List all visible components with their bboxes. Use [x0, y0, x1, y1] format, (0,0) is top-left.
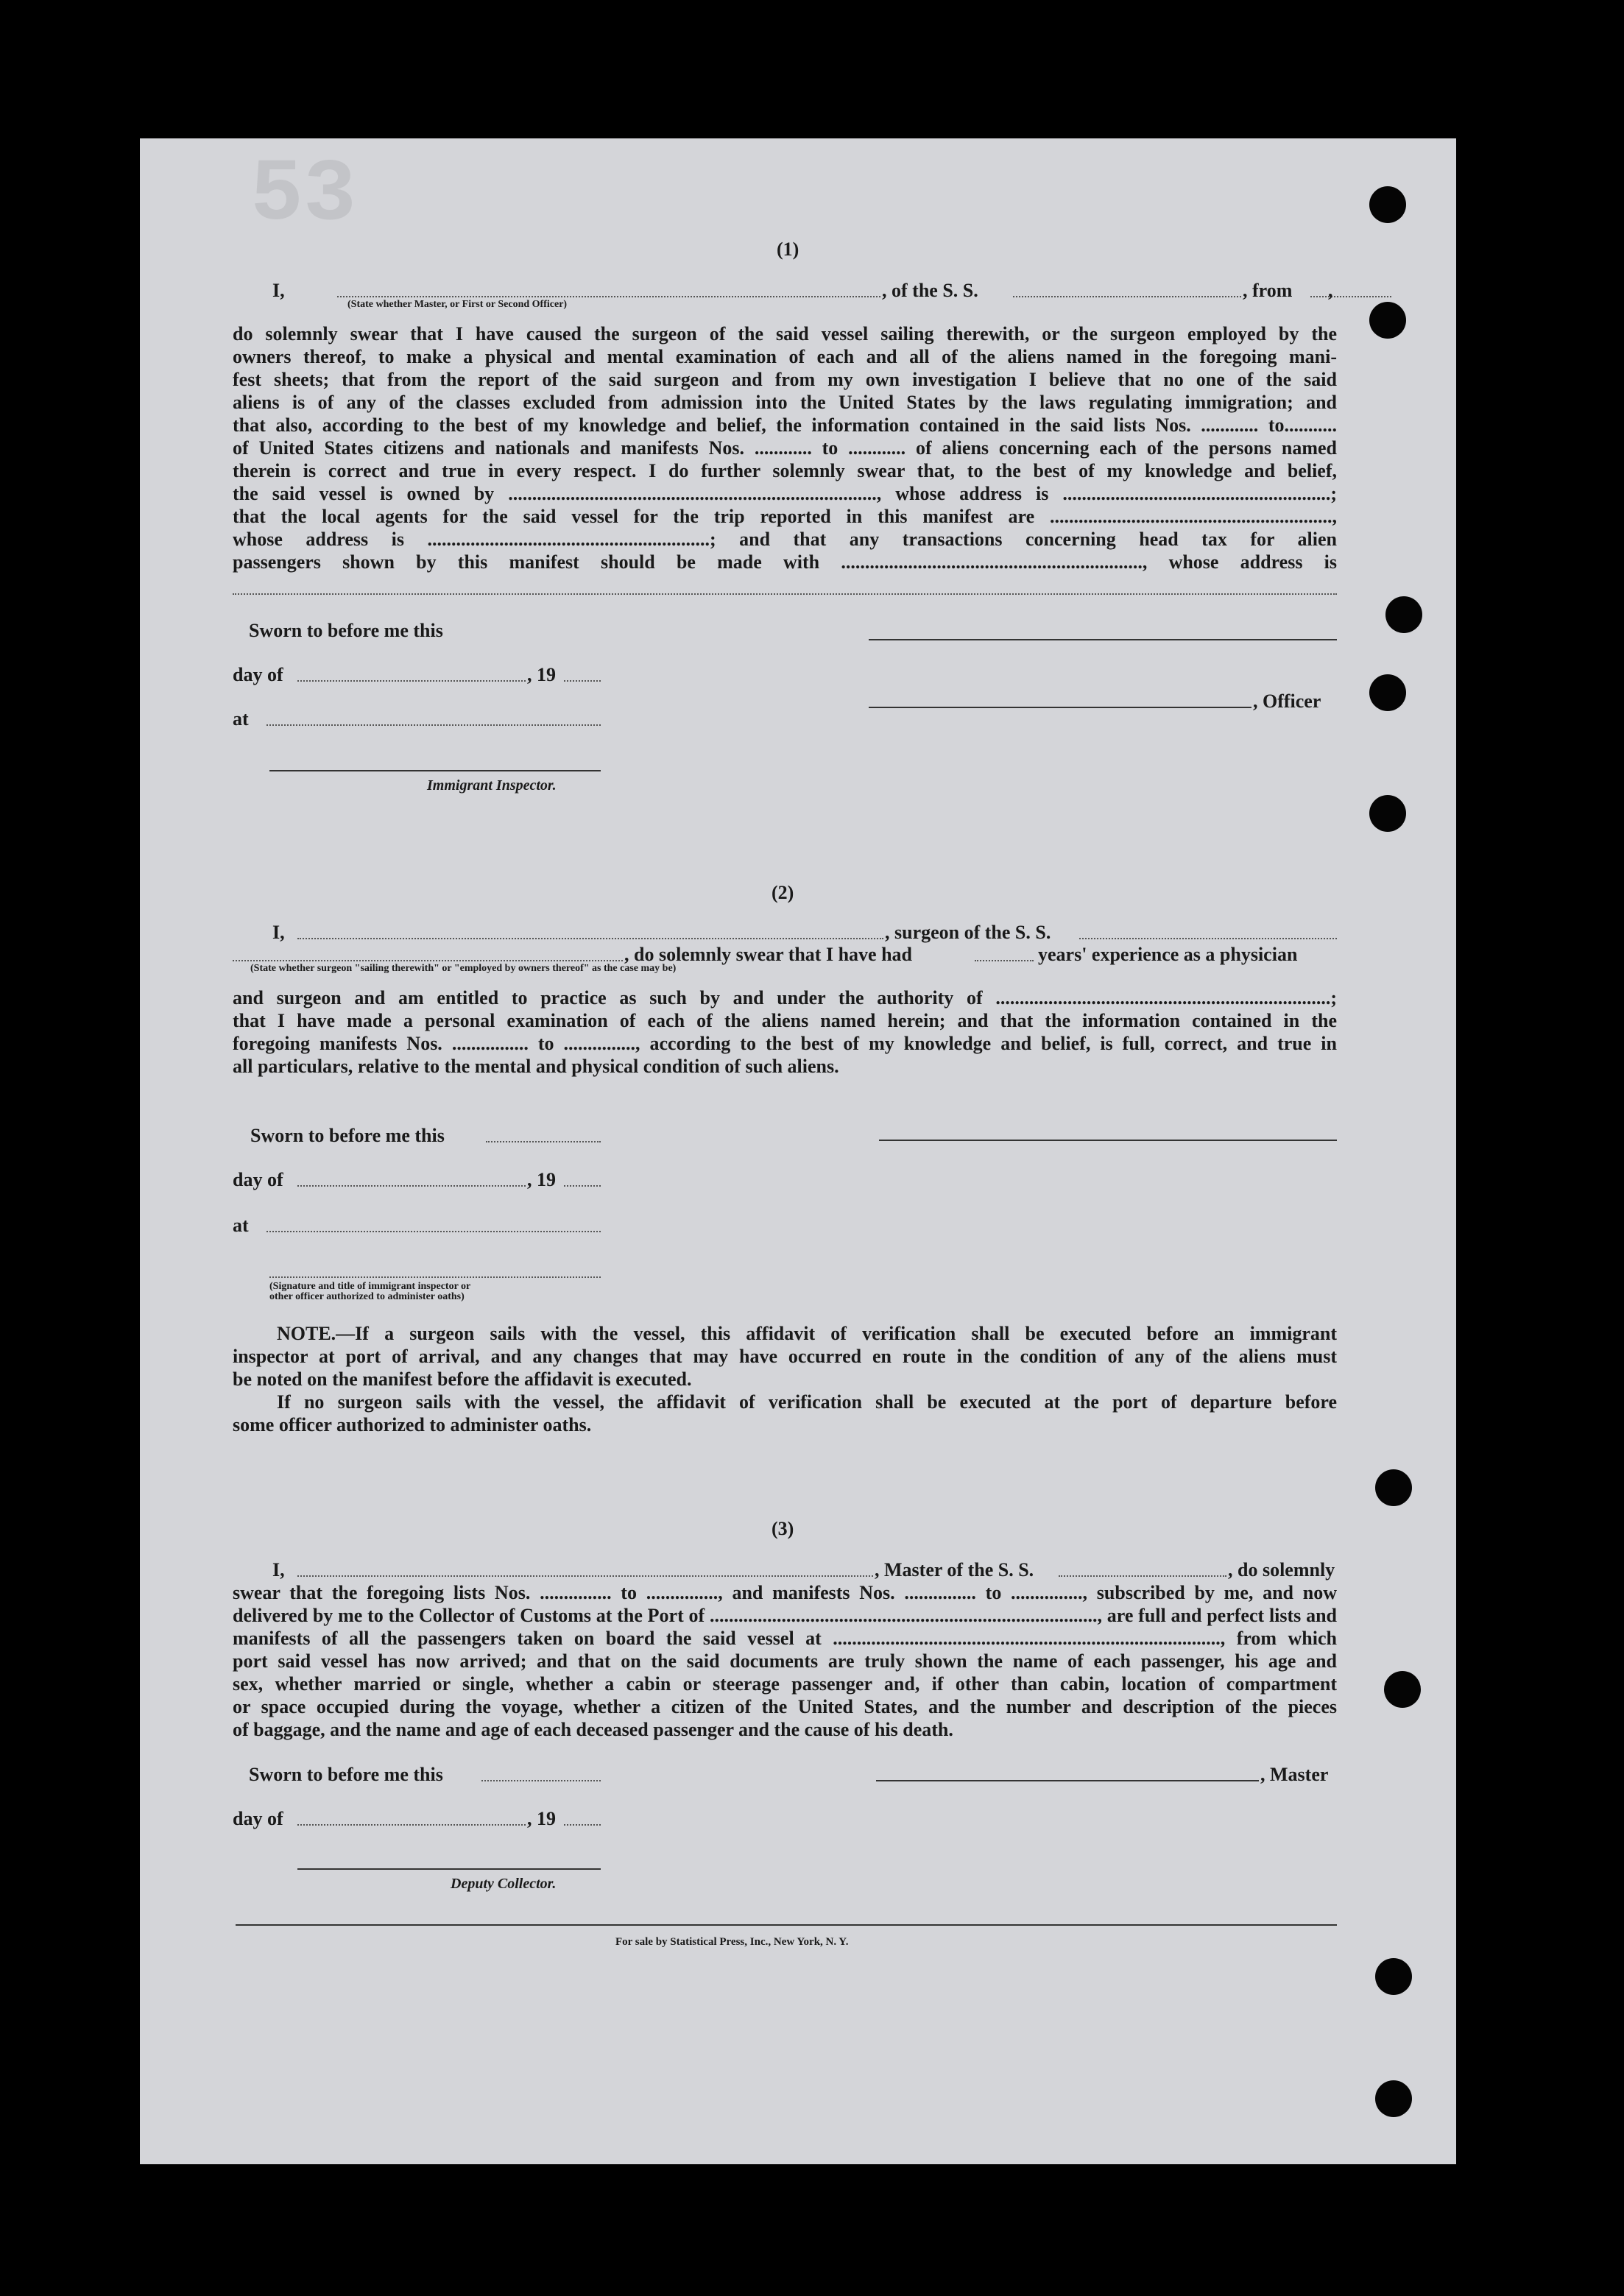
s2-sig-note-2: other officer authorized to administer oaths)	[269, 1291, 465, 1302]
punch-hole	[1369, 302, 1406, 339]
punch-hole	[1369, 186, 1406, 223]
s3-line: or space occupied during the voyage, whether a citizen of the United States, and the number and description of the pieces	[233, 1696, 1337, 1717]
s3-sworn-line	[481, 1780, 601, 1781]
s2-line: foregoing manifests Nos. ................ to ..............., according to the best of my knowledge and belief, is full, correct, and true in	[233, 1033, 1337, 1054]
s1-officer-line	[337, 296, 880, 297]
s2-paragraph	[233, 986, 1337, 1078]
s1-sworn: Sworn to before me this	[249, 620, 443, 641]
s1-officer-note: (State whether Master, or First or Second Officer)	[347, 299, 568, 310]
s2-inspector-sig-line	[269, 1276, 601, 1278]
s3-year-line	[564, 1824, 601, 1826]
s3-master-sig-line	[876, 1780, 1259, 1781]
s1-officer-label: , Officer	[1253, 690, 1321, 712]
s3-line: delivered by me to the Collector of Customs at the Port of ................................................................................., are full and perfect lists and	[233, 1605, 1337, 1626]
s1-at-line	[266, 724, 601, 726]
s1-from-line	[1310, 296, 1391, 297]
note-line: If no surgeon sails with the vessel, the affidavit of verification shall be executed at the port of departure before	[277, 1391, 1337, 1413]
s1-line: that also, according to the best of my knowledge and belief, the information contained in the said lists Nos. ............ to...........	[233, 414, 1337, 436]
s3-master-of: , Master of the S. S.	[875, 1559, 1034, 1580]
s2-swear: , do solemnly swear that I have had	[624, 944, 913, 965]
punch-hole	[1385, 596, 1422, 633]
s1-vessel-line	[1013, 296, 1241, 297]
s1-line: therein is correct and true in every respect. I do further solemnly swear that, to the best of my knowledge and belief,	[233, 460, 1337, 481]
s1-inspector-sig-line	[269, 770, 601, 771]
s1-day-of: day of	[233, 664, 283, 685]
s3-sworn: Sworn to before me this	[249, 1764, 443, 1785]
s3-master-line	[297, 1575, 873, 1577]
s2-sworn-line	[486, 1141, 601, 1142]
s1-address-line	[233, 593, 1337, 595]
s2-vessel-line	[1079, 938, 1337, 939]
s2-day-of: day of	[233, 1169, 283, 1190]
footer-rule	[236, 1924, 1337, 1926]
s1-from: , from	[1243, 280, 1293, 301]
s1-top-sig-line	[869, 639, 1337, 640]
s2-i-label: I,	[272, 922, 285, 943]
note-line: inspector at port of arrival, and any changes that may have occurred en route in the condition of any of the aliens must	[233, 1346, 1337, 1367]
stamp-number: 53	[250, 146, 357, 246]
s2-years-line	[975, 960, 1034, 961]
s3-deputy-label: Deputy Collector.	[451, 1876, 557, 1892]
s1-line: that the local agents for the said vessel for the trip reported in this manifest are ...........................................................,	[233, 506, 1337, 527]
s2-day-line	[297, 1185, 526, 1187]
s2-note-paragraph	[233, 1322, 1337, 1436]
s3-line: of baggage, and the name and age of each deceased passenger and the cause of his death.	[233, 1719, 953, 1740]
s2-line: all particulars, relative to the mental and physical condition of such aliens.	[233, 1056, 839, 1077]
s3-deputy-sig-line	[297, 1868, 601, 1870]
s1-inspector-label: Immigrant Inspector.	[427, 777, 557, 794]
s2-year-line	[564, 1185, 601, 1187]
s2-line: that I have made a personal examination of each of the aliens named herein; and that the information contained in the	[233, 1010, 1337, 1031]
s1-year: , 19	[527, 664, 556, 685]
s2-year: , 19	[527, 1169, 556, 1190]
s3-year: , 19	[527, 1808, 556, 1829]
section-3-number: (3)	[772, 1518, 794, 1539]
s3-line: sex, whether married or single, whether a cabin or steerage passenger and, if other than cabin, location of compartment	[233, 1673, 1337, 1695]
s1-line: fest sheets; that from the report of the said surgeon and from my own investigation I believe that no one of the said	[233, 369, 1337, 390]
s1-i-label: I,	[272, 280, 285, 301]
s3-line: port said vessel has now arrived; and that on the said documents are truly shown the name of each passenger, his age and	[233, 1650, 1337, 1672]
s2-sig-note-1: (Signature and title of immigrant inspector or	[269, 1281, 471, 1292]
s3-i-label: I,	[272, 1559, 285, 1580]
footer-imprint: For sale by Statistical Press, Inc., New York, N. Y.	[615, 1936, 849, 1948]
note-line: NOTE.—If a surgeon sails with the vessel, this affidavit of verification shall be executed before an immigrant	[277, 1323, 1337, 1344]
note-line: some officer authorized to administer oaths.	[233, 1414, 592, 1435]
s1-line: passengers shown by this manifest should be made with ..............................................................., whose address is	[233, 551, 1337, 573]
punch-hole	[1375, 1958, 1412, 1995]
s3-line: manifests of all the passengers taken on board the said vessel at ................................................................................., from which	[233, 1628, 1337, 1649]
s2-line: and surgeon and am entitled to practice as such by and under the authority of ......................................................................;	[233, 987, 1337, 1009]
s2-surgeon-of: , surgeon of the S. S.	[885, 922, 1051, 943]
s1-line: aliens is of any of the classes excluded from admission into the United States by the laws regulating immigration; and	[233, 392, 1337, 413]
s1-line: do solemnly swear that I have caused the surgeon of the said vessel sailing therewith, or the surgeon employed by the	[233, 323, 1337, 345]
s2-surgeon-note: (State whether surgeon "sailing therewith" or "employed by owners thereof" as the case may be)	[250, 963, 677, 974]
s1-of-ss: , of the S. S.	[882, 280, 978, 301]
s1-day-line	[297, 680, 526, 682]
s2-years: years' experience as a physician	[1038, 944, 1298, 965]
s1-at: at	[233, 708, 249, 730]
s3-master-label: , Master	[1260, 1764, 1329, 1785]
s1-line: owners thereof, to make a physical and mental examination of each and all of the aliens named in the foregoing mani-	[233, 346, 1337, 367]
s2-sworn: Sworn to before me this	[250, 1125, 445, 1146]
s1-comma: ,	[1328, 280, 1333, 301]
s3-solemnly: , do solemnly	[1228, 1559, 1335, 1580]
s3-paragraph	[233, 1581, 1337, 1741]
s3-day-line	[297, 1824, 526, 1826]
s1-line: the said vessel is owned by ............................................................................., whose address is ........................................................;	[233, 483, 1337, 504]
s1-line: whose address is ...........................................................; and that any transactions concerning head tax for alien	[233, 529, 1337, 550]
punch-hole	[1369, 674, 1406, 711]
s2-at: at	[233, 1215, 249, 1236]
section-1-number: (1)	[777, 239, 799, 260]
s2-at-line	[266, 1231, 601, 1232]
punch-hole	[1384, 1671, 1421, 1708]
s3-line: swear that the foregoing lists Nos. ............... to ..............., and manifests Nos. ............... to ..............., subscribed by me, and now	[233, 1582, 1337, 1603]
s1-paragraph	[233, 322, 1337, 573]
s1-year-line	[564, 680, 601, 682]
manifest-back-page	[140, 138, 1456, 2164]
punch-hole	[1375, 2080, 1412, 2117]
s2-surgeon-line	[297, 938, 883, 939]
punch-hole	[1369, 795, 1406, 832]
s2-surgeon-sig-line	[879, 1140, 1337, 1141]
punch-hole	[1375, 1469, 1412, 1506]
section-2-number: (2)	[772, 882, 794, 903]
s3-vessel-line	[1059, 1575, 1226, 1577]
s1-line: of United States citizens and nationals and manifests Nos. ............ to ............ of aliens concerning each of the persons named	[233, 437, 1337, 459]
s3-day-of: day of	[233, 1808, 283, 1829]
note-line: be noted on the manifest before the affidavit is executed.	[233, 1368, 692, 1390]
s1-officer-sig-line	[869, 707, 1251, 708]
s2-name-line	[233, 960, 623, 961]
